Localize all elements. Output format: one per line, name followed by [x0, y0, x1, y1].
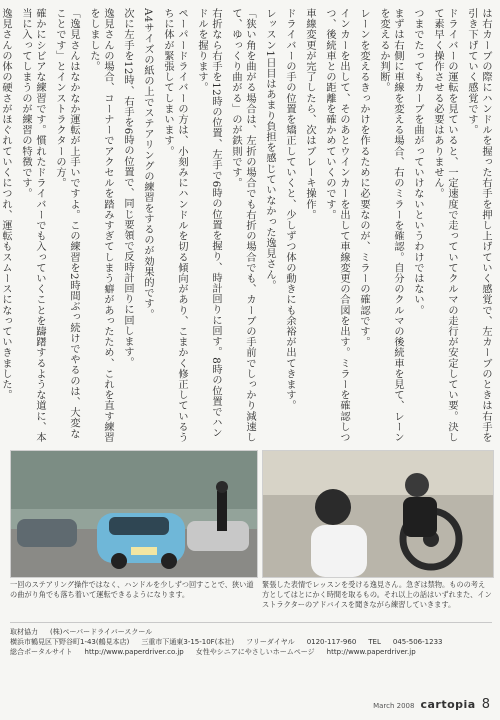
text-column: ペーパードライバーの方は、小刻みにハンドルを切る傾向があり、こまかく修正しているうちに体が緊張してしまいます。 — [162, 8, 187, 443]
photo-caption-right: 緊張した表情でレッスンを受ける逸見さん。急ぎは禁物。ものの考え方としてはとにかく時間を取るもの。それ以上の話はいずれまた、インストラクターのアドバイスを聞きながら練習していきます。 — [262, 580, 492, 609]
text-column: 逸見さんの場合、コーナーでアクセルを踏みすぎてしまう癖があったため、これを直す練習をしました。 — [88, 8, 113, 443]
text-column: A4サイズの紙の上でステアリングの練習をするのが効果的です。 — [142, 8, 153, 320]
text-column: 次に左手を12時、右手を6時の位置で、同じ要領で反時計回りに回します。 — [122, 8, 133, 368]
portal-label: 総合ポータルサイト — [10, 648, 73, 656]
tel-number: 045-506-1233 — [392, 638, 443, 646]
text-column: 車線変更が完了したら、次はブレーキ操作。 — [304, 8, 315, 220]
text-column: 「逸見さんはなかなか運転が上手いですよ。この練習を2時間ぶっ続けでやるのは、大変なことです」とインストラクターの方。 — [54, 8, 79, 439]
portal-link[interactable]: http://www.paperdriver.co.jp — [84, 648, 184, 656]
text-column: 右折なら右手を12時の位置、左手で6時の位置を握り、時計回りに回す。8時の位置でハンドルを握ります。 — [196, 8, 221, 439]
photo-driver-lesson — [262, 450, 494, 578]
photo-caption-left: 一回のステアリング操作ではなく、ハンドルを少しずつ回すことで、狭い道の曲がり角でも落ち着いて運転できるようになります。 — [10, 580, 254, 599]
tel-label: TEL — [368, 638, 381, 646]
credit-organization: (株)ペーパードライバースクール — [50, 628, 153, 636]
photo-cars-parking — [10, 450, 258, 578]
text-column: まずは右側に車線を変える場合、右のミラーを確認。自分のクルマの後続車を見て、レーンを変えるか判断。 — [378, 8, 403, 443]
address-1: 横浜市鶴見区下野谷町1-43(鶴見本店) — [10, 638, 130, 646]
freedial-label: フリーダイヤル — [246, 638, 295, 646]
freedial-number: 0120-117-960 — [306, 638, 357, 646]
text-column: ドライバーの運転を見ていると、一定速度で走っていてクルマの走行が安定してい要。決して素早く操作させる必要はありません。 — [432, 8, 457, 443]
photo-cars-illustration — [11, 451, 257, 577]
photo-driver-illustration — [263, 451, 493, 577]
credit-label: 取材協力 — [10, 628, 38, 636]
text-column: 「狭い角を曲がる場合は、左折の場合でも右折の場合でも、カーブの手前でしっかり減速して、ゆっくり曲がる」のが鉄則です。 — [230, 8, 255, 443]
issue-month: March 2008 — [373, 702, 415, 710]
page-footer-brand — [373, 697, 490, 712]
page-number: 8 — [481, 697, 490, 712]
site-label: 女性やシニアにやさしいホームページ — [195, 648, 315, 656]
credit-row-1 — [10, 627, 492, 637]
vertical-text-columns — [0, 8, 492, 448]
site-link[interactable]: http://www.paperdriver.jp — [326, 648, 416, 656]
text-column: 逸見さんの体の硬さがほぐれていくにつれ、運転もスムースになっていきました。 — [0, 8, 11, 401]
text-column: 確かにシビアな練習です。慣れたドライバーでも入っていくことを躊躇するような道に、本当に入ってしまうのが練習の特徴です。 — [20, 8, 45, 443]
credit-row-2 — [10, 637, 492, 647]
text-column: レーンを変えるきっかけを作るために必要なのが、ミラーの確認です。 — [358, 8, 369, 348]
credit-row-3 — [10, 647, 492, 657]
text-column: インカーを出して、そのあとウインカーを出して車線変更の合図を出す。ミラーを確認しつつ、後続車との距離を確かめていくのです。 — [324, 8, 349, 443]
magazine-logo: cartopia — [420, 698, 476, 711]
address-2: 三重市下通東3-15-10F(本社) — [141, 638, 235, 646]
text-column: は右カーブの際にハンドルを握った右手を押し上げていく感覚で、左カーブのときは右手を引き下げていく感覚です。 — [466, 8, 491, 443]
text-column: レッスン1日目はあまり負担を感じていなかった逸見さん。 — [264, 8, 275, 291]
text-column: つまでたってもカーブを曲がっていけないというわけではない。 — [412, 8, 423, 316]
footer-credits — [10, 622, 492, 687]
text-column: ドライバーの手の位置を矯正していくと、少しずつ体の動きにも余裕が出てきます。 — [284, 8, 295, 411]
